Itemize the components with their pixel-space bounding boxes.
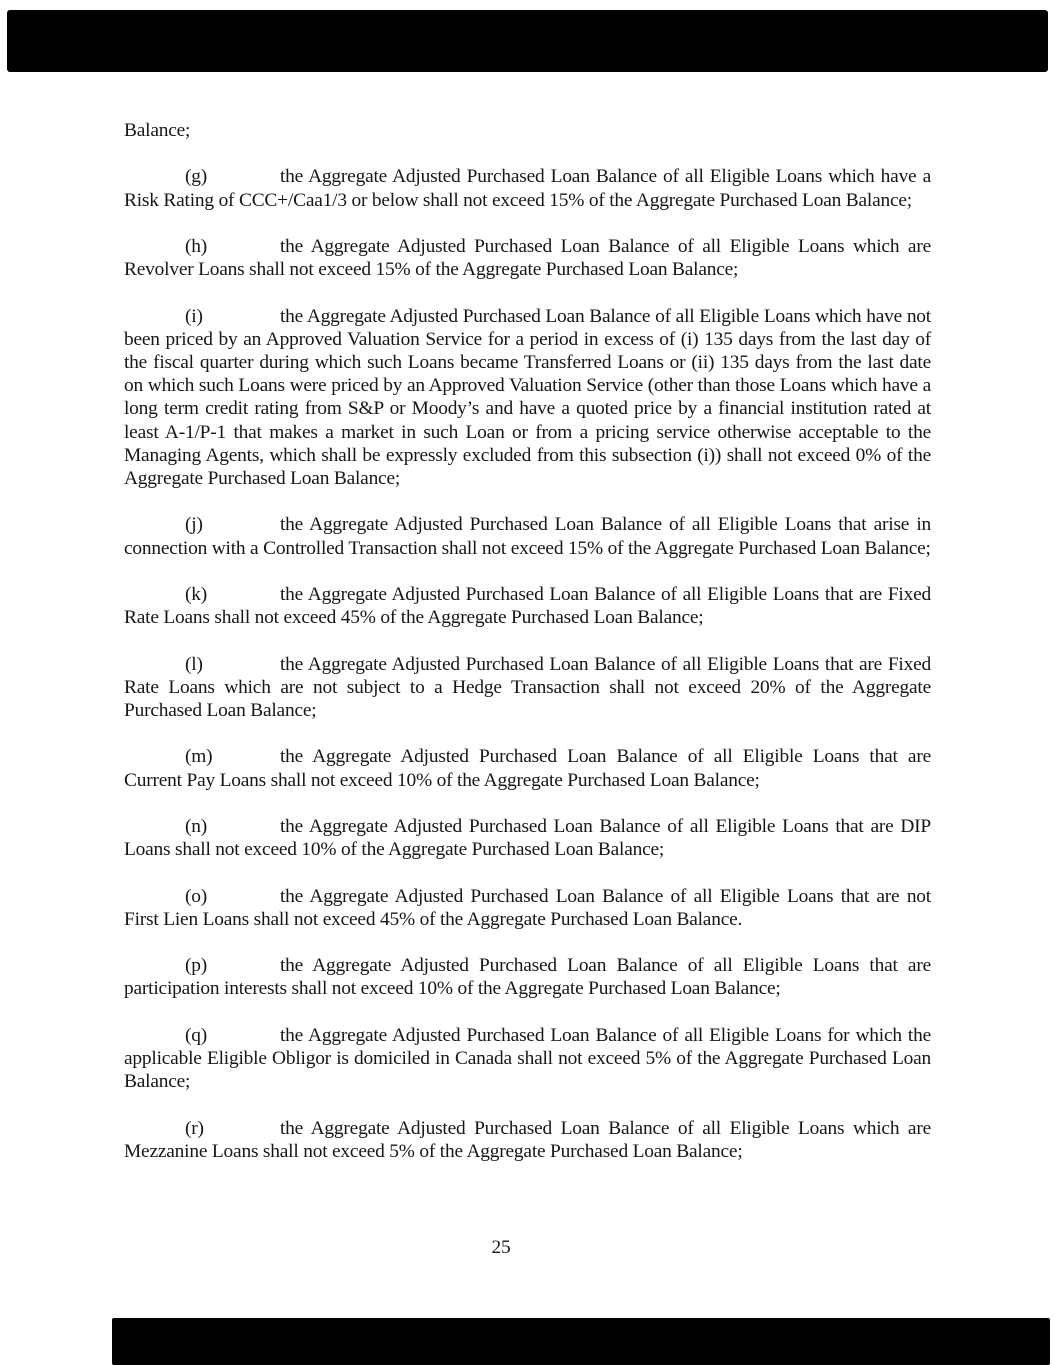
paragraph-text: the Aggregate Adjusted Purchased Loan Balance of all Eligible Loans which have not been priced by an Approved Valuation Service for a period in excess of (i) 135 days from the last day of the fiscal quarter during which such Loans became Transferred Loans or (ii) 135 days from the last date on which such Loans were priced by an Approved Valuation Service (other than those Loans which have a long term credit rating from S&P or Moody’s and have a quoted price by a financial institution rated at least A-1/P-1 that makes a market in such Loan or from a pricing service otherwise acceptable to the Managing Agents, which shall be expressly excluded from this subsection (i)) shall not exceed 0% of the Aggregate Purchased Loan Balance; bbox=[124, 305, 931, 489]
paragraph bbox=[124, 119, 931, 142]
paragraph bbox=[124, 1117, 931, 1163]
paragraph-label: (m) bbox=[185, 746, 213, 768]
paragraph-text: the Aggregate Adjusted Purchased Loan Balance of all Eligible Loans which are Revolver Loans shall not exceed 15% of the Aggregate Purchased Loan Balance; bbox=[124, 235, 931, 281]
paragraph-label: (j) bbox=[185, 514, 203, 536]
paragraph bbox=[124, 653, 931, 723]
scan-artifact-bottom-bar bbox=[112, 1318, 1050, 1365]
paragraph bbox=[124, 513, 931, 559]
paragraph bbox=[124, 165, 931, 211]
paragraph-text: the Aggregate Adjusted Purchased Loan Balance of all Eligible Loans that are DIP Loans shall not exceed 10% of the Aggregate Purchased Loan Balance; bbox=[124, 815, 931, 861]
paragraph-label: (r) bbox=[185, 1117, 204, 1139]
paragraph bbox=[124, 583, 931, 629]
scan-artifact-top-bar bbox=[7, 10, 1048, 72]
paragraph-text: the Aggregate Adjusted Purchased Loan Balance of all Eligible Loans which are Mezzanine Loans shall not exceed 5% of the Aggregate Purchased Loan Balance; bbox=[124, 1117, 931, 1162]
paragraph-text: the Aggregate Adjusted Purchased Loan Balance of all Eligible Loans that are Fixed Rate Loans which are not subject to a Hedge Transaction shall not exceed 20% of the Aggregate Purchased Loan Balance; bbox=[124, 653, 931, 721]
paragraph-text: the Aggregate Adjusted Purchased Loan Balance of all Eligible Loans that are participation interests shall not exceed 10% of the Aggregate Purchased Loan Balance; bbox=[124, 955, 931, 1000]
paragraph-label: (k) bbox=[185, 583, 208, 605]
page-body bbox=[124, 119, 931, 1163]
paragraph-label: (g) bbox=[185, 166, 208, 188]
page-number: 25 bbox=[491, 1237, 511, 1258]
paragraph bbox=[124, 1024, 931, 1094]
paragraph bbox=[124, 815, 931, 861]
paragraph-text: the Aggregate Adjusted Purchased Loan Balance of all Eligible Loans for which the applicable Eligible Obligor is domiciled in Canada shall not exceed 5% of the Aggregate Purchased Loan Balance; bbox=[124, 1024, 931, 1093]
paragraph-text: the Aggregate Adjusted Purchased Loan Balance of all Eligible Loans which have a Risk Rating of CCC+/Caa1/3 or below shall not exceed 15% of the Aggregate Purchased Loan Balance; bbox=[124, 166, 931, 211]
paragraph bbox=[124, 885, 931, 931]
paragraph-label: (q) bbox=[185, 1024, 208, 1046]
paragraph bbox=[124, 954, 931, 1000]
paragraph-label: (h) bbox=[185, 235, 208, 257]
paragraph-text: the Aggregate Adjusted Purchased Loan Balance of all Eligible Loans that arise in connection with a Controlled Transaction shall not exceed 15% of the Aggregate Purchased Loan Balance; bbox=[124, 514, 931, 559]
paragraph-label: (o) bbox=[185, 885, 208, 907]
paragraph bbox=[124, 305, 931, 491]
paragraph-text: the Aggregate Adjusted Purchased Loan Balance of all Eligible Loans that are Fixed Rate Loans shall not exceed 45% of the Aggregate Purchased Loan Balance; bbox=[124, 583, 931, 629]
paragraph bbox=[124, 235, 931, 281]
paragraph-text: Balance; bbox=[124, 120, 191, 141]
paragraph-text: the Aggregate Adjusted Purchased Loan Balance of all Eligible Loans that are Current Pay Loans shall not exceed 10% of the Aggregate Purchased Loan Balance; bbox=[124, 746, 931, 791]
paragraph bbox=[124, 745, 931, 791]
paragraph-text: the Aggregate Adjusted Purchased Loan Balance of all Eligible Loans that are not First Lien Loans shall not exceed 45% of the Aggregate Purchased Loan Balance. bbox=[124, 885, 931, 930]
paragraph-label: (l) bbox=[185, 653, 203, 675]
paragraph-label: (p) bbox=[185, 955, 208, 977]
paragraph-label: (n) bbox=[185, 815, 208, 837]
paragraph-label: (i) bbox=[185, 305, 203, 327]
